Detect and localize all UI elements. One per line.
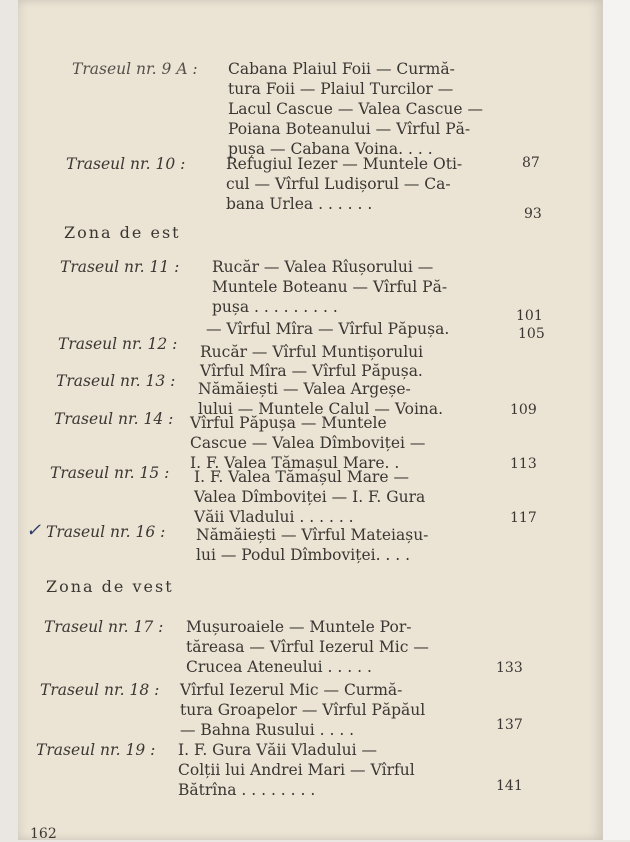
- route-9a-line-1: Cabana Plaiul Foii — Curmă-: [228, 60, 455, 78]
- route-17-line-3: Crucea Ateneului . . . . .: [186, 658, 372, 676]
- route-11-line-2: Muntele Boteanu — Vîrful Pă-: [212, 278, 448, 296]
- pencil-check-mark: ✓: [26, 520, 42, 541]
- route-17-line-2: tăreasa — Vîrful Iezerul Mic —: [186, 638, 429, 656]
- page-background-right: [603, 0, 630, 840]
- zone-east-heading: Zona de est: [64, 223, 181, 242]
- route-10-page: 93: [524, 206, 542, 222]
- route-18-page: 137: [496, 717, 523, 733]
- route-16-line-1: Nămăiești — Vîrful Mateiașu-: [196, 526, 429, 544]
- route-9a-line-3: Lacul Cascue — Valea Cascue —: [228, 100, 483, 118]
- route-11-line-1: Rucăr — Valea Rîușorului —: [212, 258, 434, 276]
- route-18-line-3: — Bahna Rusului . . . .: [180, 721, 355, 739]
- route-19-line-2: Colții lui Andrei Mari — Vîrful: [178, 761, 415, 779]
- route-9a-line-4: Poiana Boteanului — Vîrful Pă-: [228, 120, 471, 138]
- route-18-line-1: Vîrful Iezerul Mic — Curmă-: [180, 681, 403, 699]
- route-9a-label: Traseul nr. 9 A :: [72, 60, 198, 78]
- route-15-line-1: I. F. Valea Tămașul Mare —: [194, 468, 409, 486]
- route-12-line-1: Rucăr — Vîrful Muntișorului: [200, 343, 424, 361]
- route-9a-line-5: pușa — Cabana Voina. . . .: [228, 140, 433, 158]
- route-14-line-2: Cascue — Valea Dîmboviței —: [190, 434, 426, 452]
- route-18-line-2: tura Groapelor — Vîrful Păpăul: [180, 701, 426, 719]
- route-15-line-2: Valea Dîmboviței — I. F. Gura: [194, 488, 426, 506]
- route-19-label: Traseul nr. 19 :: [36, 741, 156, 759]
- route-14-line-1: Vîrful Păpușa — Muntele: [190, 414, 387, 432]
- route-15-label: Traseul nr. 15 :: [50, 464, 170, 482]
- route-19-page: 141: [496, 778, 523, 794]
- route-17-label: Traseul nr. 17 :: [44, 618, 164, 636]
- route-13-page: 109: [510, 402, 537, 418]
- route-18-label: Traseul nr. 18 :: [40, 681, 160, 699]
- route-14-page: 113: [510, 456, 537, 472]
- route-11-line-4: — Vîrful Mîra — Vîrful Păpușa.: [206, 320, 450, 338]
- route-19-line-3: Bătrîna . . . . . . . .: [178, 781, 316, 799]
- route-15-page: 117: [510, 510, 537, 526]
- route-16-line-2: lui — Podul Dîmboviței. . . .: [196, 546, 411, 564]
- route-10-label: Traseul nr. 10 :: [66, 155, 186, 173]
- route-15-line-3: Văii Vladului . . . . . .: [194, 508, 354, 526]
- route-11-page: 101: [516, 308, 543, 324]
- footer-page-number: 162: [30, 826, 57, 842]
- route-13-label: Traseul nr. 13 :: [56, 372, 176, 390]
- route-19-line-1: I. F. Gura Văii Vladului —: [178, 741, 378, 759]
- zone-west-heading: Zona de vest: [46, 577, 174, 596]
- route-10-line-3: bana Urlea . . . . . .: [226, 195, 373, 213]
- route-17-line-1: Mușuroaiele — Muntele Por-: [186, 618, 412, 636]
- route-16-label: Traseul nr. 16 :: [46, 523, 166, 541]
- route-10-line-2: cul — Vîrful Ludișorul — Ca-: [226, 175, 451, 193]
- route-14-label: Traseul nr. 14 :: [54, 410, 174, 428]
- route-10-line-1: Refugiul Iezer — Muntele Oti-: [226, 155, 463, 173]
- route-9a-page: 87: [522, 155, 540, 171]
- route-12-line-2: Vîrful Mîra — Vîrful Păpușa.: [200, 362, 423, 380]
- route-11-line-3: pușa . . . . . . . . .: [212, 298, 338, 316]
- route-9a-line-2: tura Foii — Plaiul Turcilor —: [228, 80, 454, 98]
- route-11-page-2: 105: [518, 326, 545, 342]
- route-17-page: 133: [496, 660, 523, 676]
- route-13-line-1: Nămăiești — Valea Argeșe-: [198, 380, 411, 398]
- route-13-line-2: lului — Muntele Calul — Voina.: [198, 400, 444, 418]
- route-12-label: Traseul nr. 12 :: [58, 335, 178, 353]
- route-11-label: Traseul nr. 11 :: [60, 258, 180, 276]
- route-14-line-3: I. F. Valea Tămașul Mare. .: [190, 454, 400, 472]
